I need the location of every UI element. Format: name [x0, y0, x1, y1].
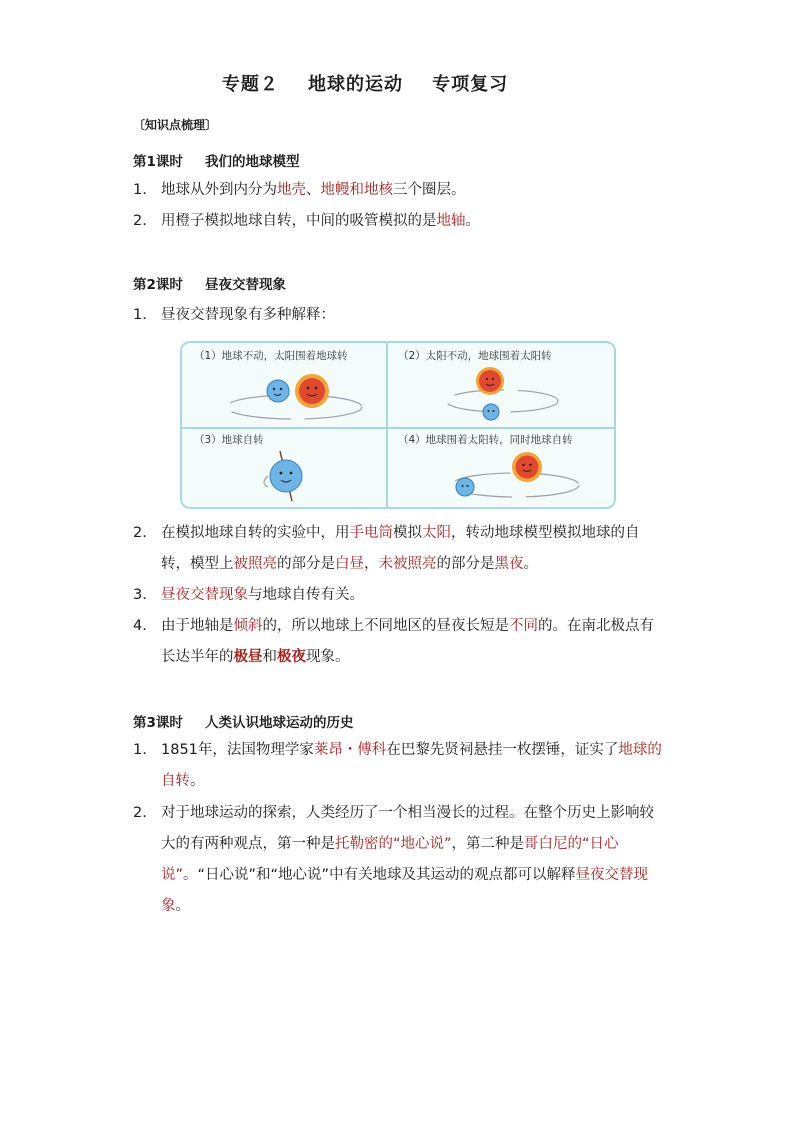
text-segment: 的部分是 [277, 556, 335, 572]
panel-2-illustration [432, 365, 582, 427]
item-number: 2. [133, 213, 147, 229]
item-text [161, 175, 668, 206]
text-segment: ，第二种是 [451, 836, 525, 852]
item-text [161, 580, 668, 611]
highlighted-term: 未被照亮 [378, 556, 437, 572]
text-segment: 的部分是 [436, 556, 495, 572]
section-tag: 〔知识点梳理〕 [133, 118, 218, 132]
lesson-3-item-2 [133, 798, 668, 922]
lesson-label: 第2课时 [133, 277, 183, 293]
text-segment: 1851年，法国物理学家 [161, 742, 314, 758]
panel-divider-vertical [386, 343, 388, 507]
highlighted-term: 倾斜 [233, 618, 263, 634]
highlighted-term: 黑夜 [494, 556, 524, 572]
lesson-label: 第1课时 [133, 154, 183, 170]
title-topic: 专题２ [221, 74, 279, 95]
highlighted-term: 太阳 [422, 525, 451, 541]
highlighted-term: 地球的自转 [161, 742, 662, 789]
highlighted-term: 莱昂・傅科 [313, 742, 387, 758]
item-text [161, 518, 668, 580]
text-segment: 三个圈层。 [393, 182, 466, 198]
lesson-2-heading [133, 273, 286, 293]
item-text [161, 300, 668, 331]
day-night-explanations-diagram [180, 341, 616, 509]
highlighted-term: 地壳 [277, 182, 306, 198]
lesson-name: 昼夜交替现象 [205, 277, 286, 293]
highlighted-term: 被照亮 [233, 556, 277, 572]
text-segment: 。 [465, 213, 480, 229]
text-segment: 、 [306, 182, 321, 198]
highlighted-term: 托勒密的“地心说” [335, 836, 452, 852]
item-number: 1. [133, 182, 147, 198]
text-segment: 。“日心说”和“地心说”中有关地球及其运动的观点都可以解释 [183, 867, 576, 883]
panel-1-caption: （1）地球不动，太阳围着地球转 [194, 350, 348, 362]
earth-icon [267, 380, 289, 402]
item-text [161, 798, 668, 922]
highlighted-term: 白昼 [335, 556, 364, 572]
page-title [0, 70, 730, 96]
lesson-3-heading [133, 711, 354, 731]
text-segment: 模拟 [393, 525, 422, 541]
highlighted-term: 极昼 [233, 649, 263, 665]
earth-icon [270, 460, 302, 492]
text-segment: 用橙子模拟地球自转，中间的吸管模拟的是 [161, 213, 437, 229]
panel-2-caption: （2）太阳不动，地球围着太阳转 [398, 350, 552, 362]
panel-3-caption: （3）地球自转 [194, 434, 264, 446]
sun-icon [476, 367, 504, 395]
earth-icon [483, 404, 499, 420]
item-number: 2. [133, 525, 147, 541]
lesson-2-item-2 [133, 518, 668, 580]
lesson-name: 人类认识地球运动的历史 [205, 715, 354, 731]
lesson-name: 我们的地球模型 [205, 154, 300, 170]
text-segment: 现象。 [306, 649, 350, 665]
panel-1-illustration [222, 365, 372, 427]
sun-icon [295, 374, 329, 408]
item-number: 3. [133, 587, 147, 603]
highlighted-term: 地轴 [436, 213, 466, 229]
lesson-1-heading [133, 150, 300, 170]
text-segment: 的。在南北极点有长达半年的 [161, 618, 654, 665]
item-number: 2. [133, 805, 147, 821]
lesson-2-item-4 [133, 611, 668, 673]
highlighted-term: 哥白尼的“日心说” [161, 836, 619, 883]
text-segment: 的，所以地球上不同地区的昼夜长短是 [262, 618, 509, 634]
earth-icon [456, 478, 474, 496]
lesson-label: 第3课时 [133, 715, 183, 731]
text-segment: 与地球自传有关。 [248, 587, 364, 603]
item-text [161, 735, 668, 797]
text-segment: ， [364, 556, 379, 572]
text-segment: 对于地球运动的探索，人类经历了一个相当漫长的过程。在整个历史上影响较大的有两种观点，第一种是 [161, 805, 654, 852]
item-number: 1. [133, 307, 147, 323]
highlighted-term: 手电筒 [349, 525, 393, 541]
text-segment: 。 [175, 898, 190, 914]
item-text [161, 611, 668, 673]
title-review: 专项复习 [432, 74, 509, 95]
panel-4-illustration [437, 447, 587, 505]
highlighted-term: 昼夜交替现象 [161, 587, 248, 603]
lesson-1-item-2 [133, 206, 668, 237]
lesson-2-item-3 [133, 580, 668, 611]
highlighted-term: 地幔和地核 [320, 182, 393, 198]
highlighted-term: 极夜 [277, 649, 306, 665]
title-subject: 地球的运动 [308, 74, 403, 95]
lesson-1-item-1 [133, 175, 668, 206]
item-text [161, 206, 668, 237]
text-segment: ，转动地球模型模拟地球的自转，模型上 [161, 525, 640, 572]
text-segment: 。 [190, 773, 205, 789]
sun-icon [512, 452, 542, 482]
lesson-3-item-1 [133, 735, 668, 797]
highlighted-term: 不同 [509, 618, 538, 634]
text-segment: 地球从外到内分为 [161, 182, 277, 198]
text-segment: 。 [523, 556, 538, 572]
panel-4-caption: （4）地球围着太阳转，同时地球自转 [398, 434, 573, 446]
lesson-2-item-1 [133, 300, 668, 331]
panel-divider-horizontal [182, 427, 614, 429]
panel-3-illustration [252, 447, 322, 505]
rotation-arrow [264, 476, 268, 487]
orbit-path [226, 395, 362, 419]
item-number: 1. [133, 742, 147, 758]
highlighted-term: 昼夜交替现象 [161, 867, 649, 914]
text-segment: 昼夜交替现象有多种解释： [161, 307, 335, 323]
orbit-path [446, 390, 558, 412]
text-segment: 在模拟地球自转的实验中，用 [161, 525, 350, 541]
item-number: 4. [133, 618, 147, 634]
text-segment: 由于地轴是 [161, 618, 234, 634]
text-segment: 和 [262, 649, 277, 665]
text-segment: 在巴黎先贤祠悬挂一枚摆锤，证实了 [386, 742, 619, 758]
